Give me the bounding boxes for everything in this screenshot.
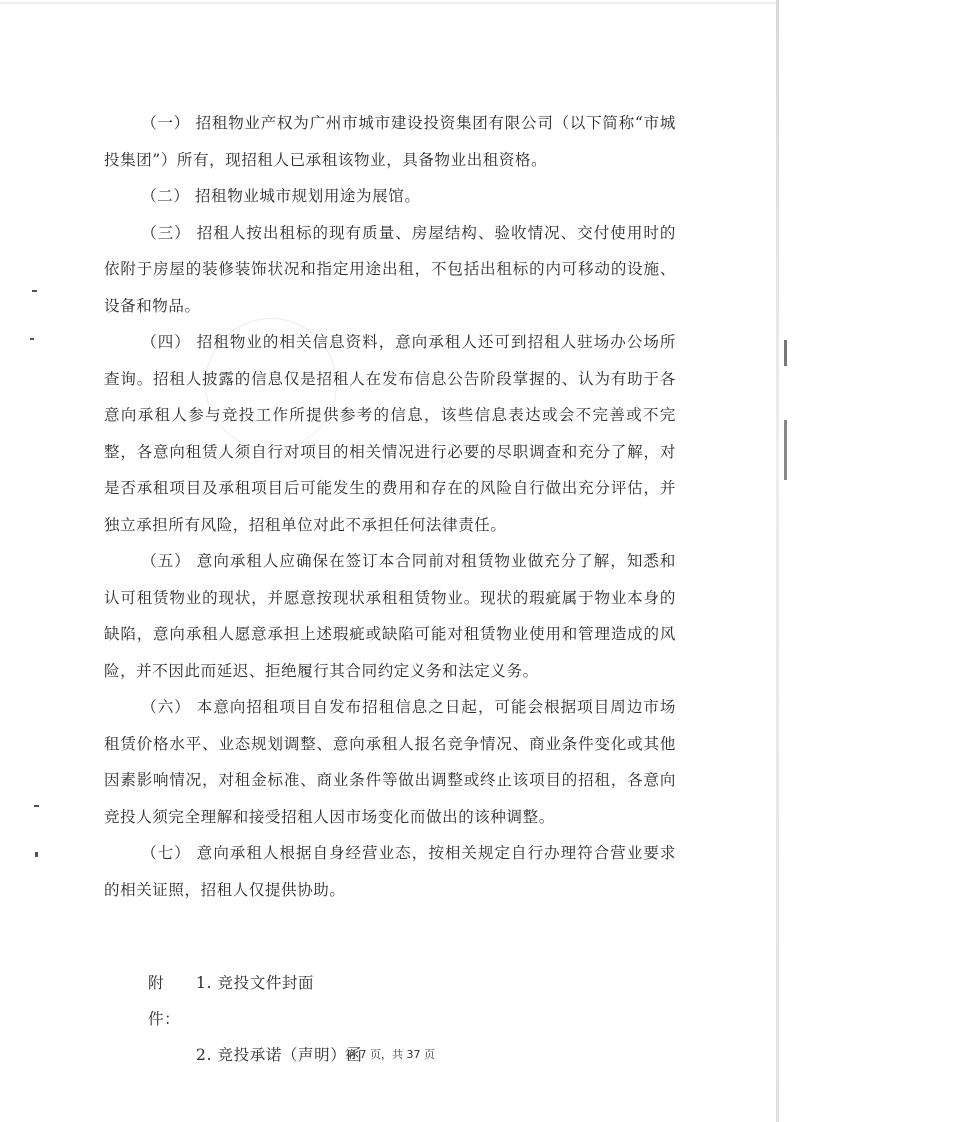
clause-5: （五） 意向承租人应确保在签订本合同前对租赁物业做充分了解，知悉和认可租赁物业的现状，并愿意按现状承租租赁物业。现状的瑕疵属于物业本身的缺陷，意向承租人愿意承担上述瑕疵或缺陷可能对租赁物业使用和管理造成的风险，并不因此而延迟、拒绝履行其合同约定义务和法定义务。 [104, 552, 676, 680]
clause-2: （二） 招租物业城市规划用途为展馆。 [141, 187, 421, 205]
attachment-item-1: 1. 竞投文件封面 [196, 974, 315, 992]
scan-speck [30, 338, 34, 340]
document-body [104, 105, 676, 908]
clause-1: （一） 招租物业产权为广州市城市建设投资集团有限公司（以下简称“市城投集团”）所有，现招租人已承租该物业，具备物业出租资格。 [104, 114, 676, 169]
scan-speck [32, 290, 37, 292]
clause-7: （七） 意向承租人根据自身经营业态，按相关规定自行办理符合营业要求的相关证照，招租人仅提供协助。 [104, 844, 676, 899]
scan-edge-top [0, 2, 780, 4]
clause-3: （三） 招租人按出租标的现有质量、房屋结构、验收情况、交付使用时的依附于房屋的装修装饰状况和指定用途出租，不包括出租标的内可移动的设施、设备和物品。 [104, 223, 676, 315]
scan-speck [35, 852, 38, 857]
scan-edge-right [776, 0, 779, 1122]
clause-4: （四） 招租物业的相关信息资料，意向承租人还可到招租人驻场办公场所查询。招租人披露的信息仅是招租人在发布信息公告阶段掌握的、认为有助于各意向承租人参与竞投工作所提供参考的信息，该些信息表达或会不完善或不完整，各意向租赁人须自行对项目的相关情况进行必要的尽职调查和充分了解，对是否承租项目及承租项目后可能发生的费用和存在的风险自行做出充分评估，并独立承担所有风险，招租单位对此不承担任何法律责任。 [104, 333, 676, 534]
scan-speck [784, 420, 787, 480]
attachment-item-2: 2. 竞投承诺（声明）函 [196, 1046, 363, 1064]
page-number: 第 7 页，共 37 页 [345, 1048, 435, 1061]
scan-speck [784, 340, 787, 366]
clause-6: （六） 本意向招租项目自发布招租信息之日起，可能会根据项目周边市场租赁价格水平、业态规划调整、意向承租人报名竞争情况、商业条件变化或其他因素影响情况，对租金标准、商业条件等做出调整或终止该项目的招租，各意向竞投人须完全理解和接受招租人因市场变化而做出的该种调整。 [104, 698, 676, 826]
attachments-label: 附件： [148, 974, 181, 1028]
scan-speck [34, 805, 39, 807]
